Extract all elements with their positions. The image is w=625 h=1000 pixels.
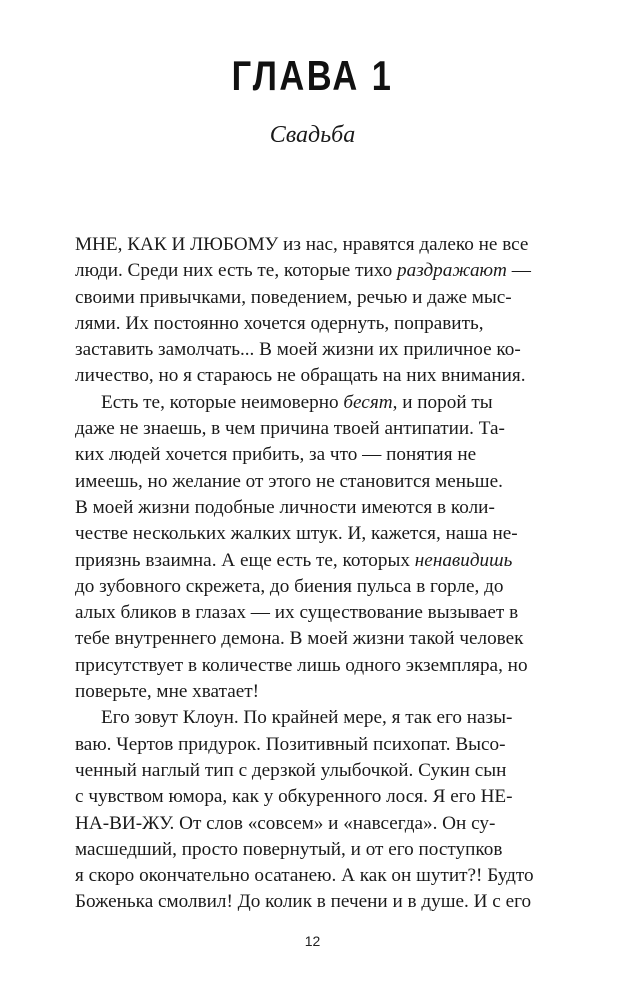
text-line: Боженька смолвил! До колик в печени и в душе. И с его xyxy=(75,891,532,913)
text-line: честве нескольких жалких штук. И, кажется, наша не- xyxy=(75,523,518,545)
text-line: я скоро окончательно осатанею. А как он шутит?! Будто xyxy=(75,865,534,887)
text-line: В моей жизни подобные личности имеются в коли- xyxy=(75,496,495,518)
text-line: ченный наглый тип с дерзкой улыбочкой. Сукин сын xyxy=(75,759,507,781)
text-line: Есть те, которые неимоверно бесят, и порой ты xyxy=(101,391,493,413)
text-line: масшедший, просто повернутый, и от его поступков xyxy=(75,838,503,860)
text-line: приязнь взаимна. А еще есть те, которых ненавидишь xyxy=(75,549,513,571)
page-number: 12 xyxy=(304,933,321,949)
text-line: лями. Их постоянно хочется одернуть, поправить, xyxy=(75,312,484,334)
text-line: люди. Среди них есть те, которые тихо раздражают — xyxy=(75,260,531,282)
chapter-heading: ГЛАВА 1 xyxy=(231,52,394,99)
text-line: тебе внутреннего демона. В моей жизни такой человек xyxy=(75,628,524,650)
text-line: имеешь, но желание от этого не становится меньше. xyxy=(75,470,503,492)
text-line: своими привычками, поведением, речью и даже мыс- xyxy=(75,286,512,308)
emphasis: раздражают xyxy=(397,260,507,282)
text-line: ких людей хочется прибить, за что — понятия не xyxy=(75,444,477,466)
text-line: МНЕ, КАК И ЛЮБОМУ из нас, нравятся далеко не все xyxy=(75,234,529,255)
emphasis: бесят xyxy=(343,391,393,413)
text-line: с чувством юмора, как у обкуренного лося. Я его НЕ- xyxy=(75,786,513,808)
text-line: поверьте, мне хватает! xyxy=(75,681,260,703)
text-line: алых бликов в глазах — их существование вызывает в xyxy=(75,602,519,624)
body-text xyxy=(75,232,550,916)
text-line: даже не знаешь, в чем причина твоей антипатии. Та- xyxy=(75,418,505,440)
chapter-title: Свадьба xyxy=(269,122,356,148)
text-line: присутствует в количестве лишь одного экземпляра, но xyxy=(75,654,528,676)
text-line: НА-ВИ-ЖУ. От слов «совсем» и «навсегда». Он су- xyxy=(75,812,496,834)
text-line: заставить замолчать... В моей жизни их приличное ко- xyxy=(75,339,521,361)
text-line: ваю. Чертов придурок. Позитивный психопат. Высо- xyxy=(75,733,506,755)
text-line: до зубовного скрежета, до биения пульса в горле, до xyxy=(75,575,504,597)
text-line: личество, но я стараюсь не обращать на них внимания. xyxy=(75,365,526,387)
text-line: Его зовут Клоун. По крайней мере, я так его назы- xyxy=(101,707,513,729)
emphasis: ненавидишь xyxy=(414,549,513,571)
